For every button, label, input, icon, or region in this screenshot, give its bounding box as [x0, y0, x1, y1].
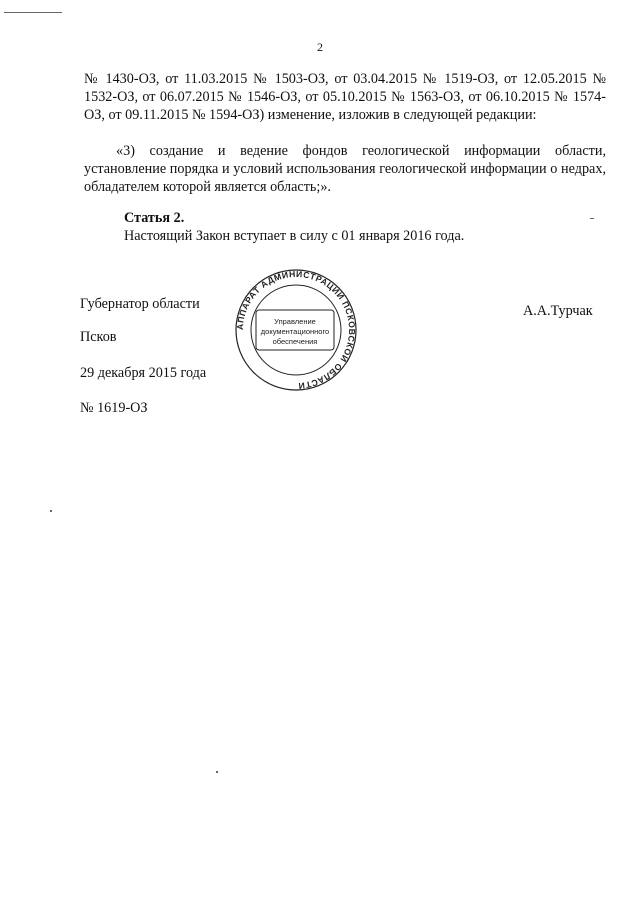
official-stamp-seal — [234, 268, 358, 392]
law-number: № 1619-ОЗ — [80, 400, 148, 416]
signatory-position: Губернатор области — [80, 296, 200, 312]
scan-artifact — [590, 218, 594, 219]
seal-inner-line3: обеспечения — [272, 337, 318, 346]
page-number: 2 — [317, 40, 323, 54]
signing-date: 29 декабря 2015 года — [80, 365, 207, 381]
signatory-name: А.А.Турчак — [523, 303, 593, 319]
scan-artifact — [50, 510, 52, 512]
article-text: Настоящий Закон вступает в силу с 01 января 2016 года. — [124, 228, 465, 244]
amendment-paragraph: № 1430-ОЗ, от 11.03.2015 № 1503-ОЗ, от 03.04.2015 № 1519-ОЗ, от 12.05.2015 № 1532-ОЗ, от 06.07.2015 № 1546-ОЗ, от 05.10.2015 № 1563-ОЗ, от 06.10.2015 № 1574-ОЗ, от 09.11.2015 № 1594-ОЗ) изменение, изложив в следующей редакции: — [84, 71, 606, 123]
scan-artifact — [216, 771, 218, 773]
seal-inner-line2: документационного — [260, 327, 330, 336]
seal-outer-text: АППАРАТ АДМИНИСТРАЦИИ ПСКОВСКОЙ ОБЛАСТИ — [234, 268, 358, 392]
amendment-text-paragraph: «3) создание и ведение фондов геологической информации области, установление порядка и условий использования геологической информации о недрах, обладателем которой является область;». — [84, 143, 606, 195]
signing-city: Псков — [80, 329, 117, 345]
scan-artifact — [4, 12, 62, 13]
seal-inner-line1: Управление — [274, 317, 316, 326]
article-title: Статья 2. — [124, 210, 185, 226]
